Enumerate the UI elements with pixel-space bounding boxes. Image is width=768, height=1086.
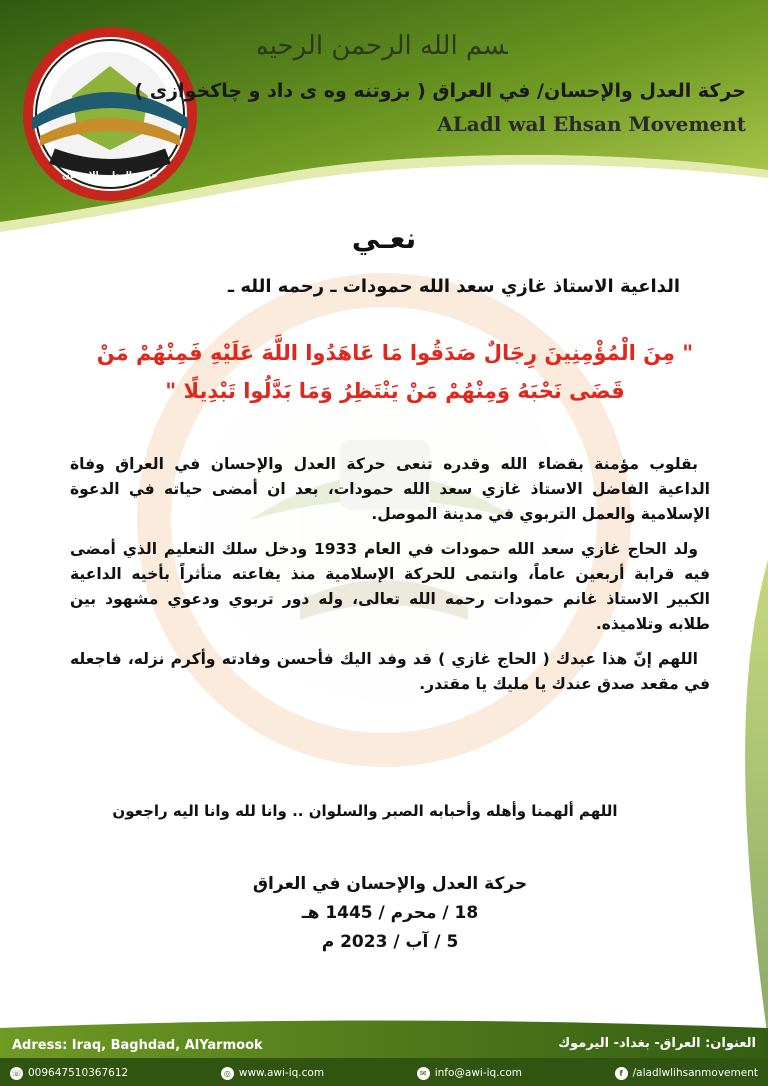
signature-block	[240, 870, 540, 957]
obituary-body	[70, 452, 710, 707]
address-arabic: العنوان: العراق- بغداد- اليرموك	[558, 1036, 756, 1051]
paragraph: بقلوب مؤمنة بقضاء الله وقدره تنعى حركة العدل والإحسان في العراق وفاة الداعية الفاضل الاستاذ غازي سعد الله حمودات، بعد ان أمضى حياته في الدعوة الإسلامية والعمل التربوي في مدينة الموصل.	[70, 455, 710, 523]
gregorian-date: 5 / آب / 2023 م	[321, 932, 459, 952]
contact-phone[interactable]	[10, 1067, 128, 1080]
svg-text:حركة العدل والإحسان: حركة العدل والإحسان	[62, 171, 158, 181]
basmala-calligraphy	[258, 14, 508, 74]
paragraph: ولد الحاج غازي سعد الله حمودات في العام 1933 ودخل سلك التعليم الذي أمضى فيه قرابة أربعين عاماً، وانتمى للحركة الإسلامية منذ يفاعته متأثراً بأخيه الداعية الكبير الاستاذ غانم حمودات رحمه الله تعالى، وله دور تربوي ودعوي مشهود بين طلابه وتلاميذه.	[70, 540, 710, 633]
contact-bar	[0, 1060, 768, 1086]
contact-email[interactable]	[417, 1067, 522, 1080]
contact-email-text: info@awi-iq.com	[434, 1067, 522, 1079]
contact-facebook[interactable]	[615, 1067, 758, 1080]
facebook-icon: f	[615, 1067, 628, 1080]
web-icon: ◎	[221, 1067, 234, 1080]
movement-logo	[12, 26, 208, 204]
address-english: Adress: Iraq, Baghdad, AlYarmook	[12, 1038, 263, 1053]
contact-website-text: www.awi-iq.com	[238, 1067, 325, 1079]
header-title: حركة العدل والإحسان/ في العراق ( بزوتنه وه ى داد و چاكخوازى )	[134, 80, 746, 102]
contact-website[interactable]	[221, 1067, 324, 1080]
contact-phone-text: 009647510367612	[28, 1067, 129, 1079]
signature-org: حركة العدل والإحسان في العراق	[252, 874, 528, 894]
whatsapp-icon: ☏	[11, 1068, 22, 1078]
deceased-name: الداعية الاستاذ غازي سعد الله حمودات ـ رحمه الله ـ	[227, 276, 680, 297]
email-icon: ✉	[417, 1067, 430, 1080]
obituary-heading: نعـي	[351, 222, 417, 255]
hijri-date: 18 / محرم / 1445 هـ	[301, 903, 479, 923]
svg-text:بسم الله الرحمن الرحيم: بسم الله الرحمن الرحيم	[258, 31, 508, 61]
closing-prayer: اللهم ألهمنا وأهله وأحبابه الصبر والسلوان .. وانا لله وانا اليه راجعون	[112, 802, 618, 820]
paragraph: اللهم إنّ هذا عبدك ( الحاج غازي ) قد وفد اليك فأحسن وفادته وأكرم نزله، فاجعله في مقعد صدق عندك يا مليك يا مقتدر.	[70, 650, 710, 693]
contact-facebook-text: /aladlwlihsanmovement	[632, 1067, 758, 1079]
header-latin-title: ALadl wal Ehsan Movement	[437, 112, 746, 136]
quran-verse: " مِنَ الْمُؤْمِنِينَ رِجَالٌ صَدَقُوا مَا عَاهَدُوا اللَّهَ عَلَيْهِ فَمِنْهُمْ مَنْ قَضَى نَحْبَهُ وَمِنْهُمْ مَنْ يَنْتَظِرُ وَمَا بَدَّلُوا تَبْدِيلًا "	[96, 341, 694, 403]
